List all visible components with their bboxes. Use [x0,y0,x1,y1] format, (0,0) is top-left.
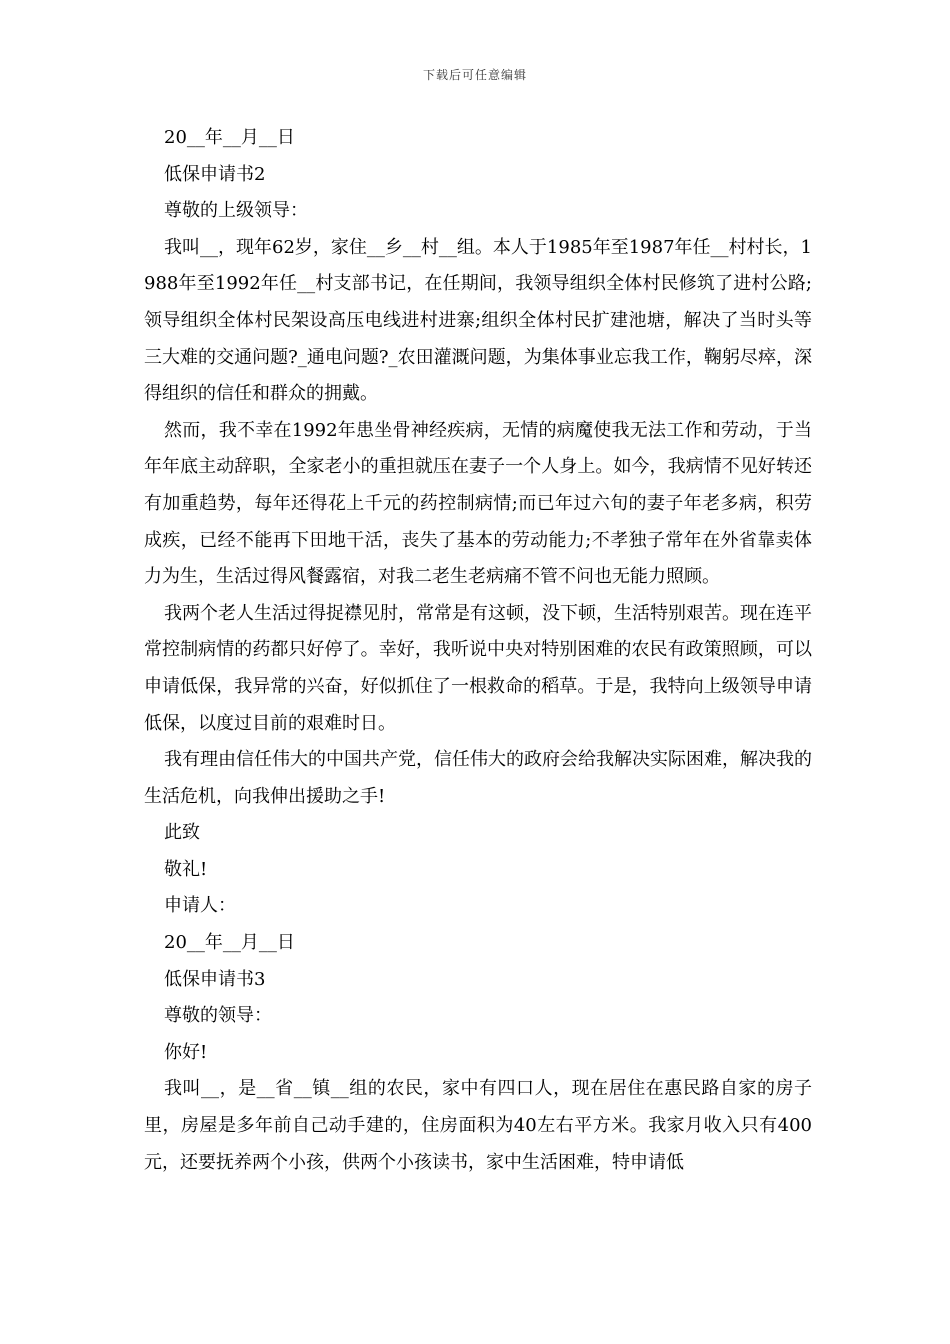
document-body [144,120,812,1181]
salutation: 尊敬的领导： [164,1005,272,1027]
paragraph: 然而，我不幸在1992年患坐骨神经疾病，无情的病魔使我无法工作和劳动，于当年年底主动辞职，全家老小的重担就压在妻子一个人身上。如今，我病情不见好转还有加重趋势，每年还得花上千元的药控制病情;而已年过六旬的妻子年老多病，积劳成疾，已经不能再下田地干活，丧失了基本的劳动能力;不孝独子常年在外省靠卖体力为生，生活过得风餐露宿，对我二老生老病痛不管不问也无能力照顾。 [144,419,812,588]
paragraph: 我两个老人生活过得捉襟见肘，常常是有这顿，没下顿，生活特别艰苦。现在连平常控制病情的药都只好停了。幸好，我听说中央对特别困难的农民有政策照顾，可以申请低保，我异常的兴奋，好似抓住了一根救命的稻草。于是，我特向上级领导申请低保，以度过目前的艰难时日。 [144,602,812,734]
paragraph: 我叫__，是__省__镇__组的农民，家中有四口人，现在居住在惠民路自家的房子里，房屋是多年前自己动手建的，住房面积为40左右平方米。我家月收入只有400元，还要抚养两个小孩，供两个小孩读书，家中生活困难，特申请低 [144,1078,812,1173]
salutation: 尊敬的上级领导： [164,200,308,222]
paragraph: 我叫__，现年62岁，家住__乡__村__组。本人于1985年至1987年任__村村长，1988年至1992年任__村支部书记，在任期间，我领导组织全体村民修筑了进村公路;领导组织全体村民架设高压电线进村进寨;组织全体村民扩建池塘，解决了当时头等三大难的交通问题?_通电问题?_农田灌溉问题，为集体事业忘我工作，鞠躬尽瘁，深得组织的信任和群众的拥戴。 [144,236,812,405]
applicant-line: 申请人： [164,895,236,917]
section-title: 低保申请书3 [164,968,266,990]
date-line: 20__年__月__日 [164,127,295,148]
header-note: 下载后可任意编辑 [422,68,527,82]
paragraph: 我有理由信任伟大的中国共产党，信任伟大的政府会给我解决实际困难，解决我的生活危机，向我伸出援助之手! [144,749,812,807]
section-title: 低保申请书2 [164,163,266,185]
closing-line: 敬礼! [164,858,208,880]
closing-line: 此致 [164,822,200,844]
greeting: 你好! [164,1041,208,1063]
date-line: 20__年__月__日 [164,932,295,954]
